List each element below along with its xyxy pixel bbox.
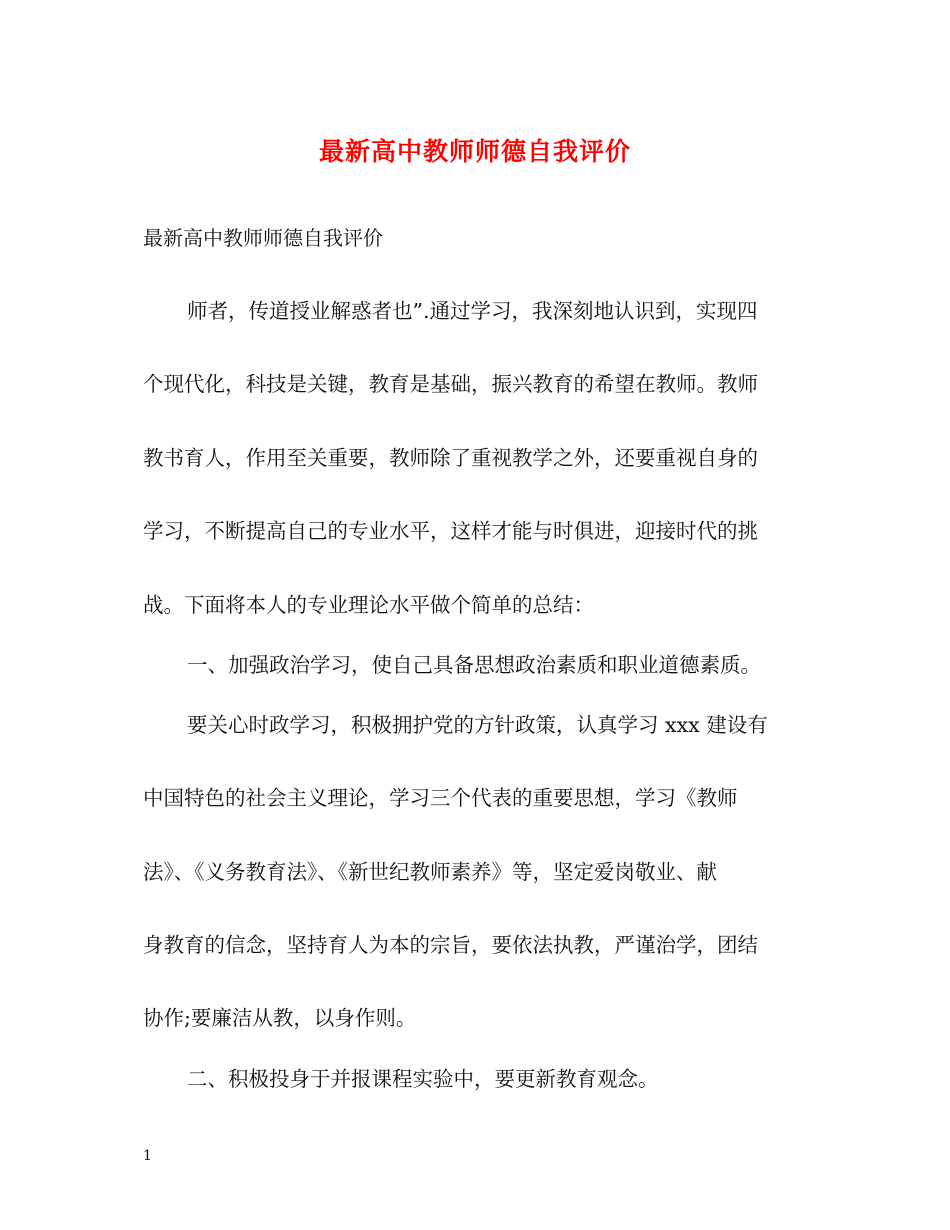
body-line-7: 要关心时政学习，积极拥护党的方针政策，认真学习 xxx 建设有 xyxy=(187,713,768,737)
body-line-6: 一、加强政治学习，使自己具备思想政治素质和职业道德素质。 xyxy=(187,653,761,677)
body-line-2: 个现代化，科技是关键，教育是基础，振兴教育的希望在教师。教师 xyxy=(143,372,758,396)
body-line-11: 协作;要廉洁从教，以身作则。 xyxy=(143,1006,417,1030)
document-subtitle: 最新高中教师师德自我评价 xyxy=(143,226,383,250)
page-number: 1 xyxy=(143,1148,152,1164)
body-line-5: 战。下面将本人的专业理论水平做个简单的总结： xyxy=(143,593,594,617)
body-line-4: 学习，不断提高自己的专业水平，这样才能与时俱进，迎接时代的挑 xyxy=(143,519,758,543)
document-title: 最新高中教师师德自我评价 xyxy=(318,137,631,166)
body-line-9: 法》、《义务教育法》、《新世纪教师素养》等，坚定爱岗敬业、献 xyxy=(143,860,717,884)
body-line-8: 中国特色的社会主义理论，学习三个代表的重要思想，学习《教师 xyxy=(143,786,738,810)
body-line-12: 二、积极投身于并报课程实验中，要更新教育观念。 xyxy=(187,1067,659,1091)
body-line-1: 师者，传道授业解惑者也”.通过学习，我深刻地认识到，实现四 xyxy=(187,299,758,323)
body-line-10: 身教育的信念，坚持育人为本的宗旨，要依法执教，严谨治学，团结 xyxy=(143,933,758,957)
body-line-3: 教书育人，作用至关重要，教师除了重视教学之外，还要重视自身的 xyxy=(143,446,758,470)
